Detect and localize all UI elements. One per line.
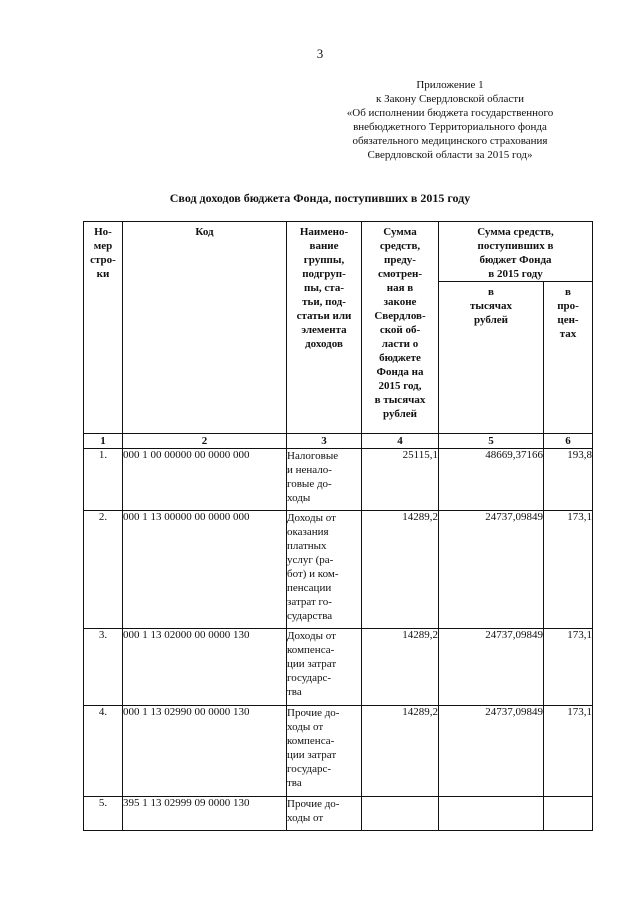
table-row: [84, 706, 593, 797]
row-number: 3.: [84, 629, 123, 706]
row-received: 24737,09849: [439, 706, 544, 797]
appendix-line: «Об исполнении бюджета государственного: [346, 107, 554, 119]
column-number: 5: [439, 434, 544, 449]
table-row: [84, 449, 593, 511]
appendix-line: к Закону Свердловской области: [376, 93, 524, 105]
row-number: 1.: [84, 449, 123, 511]
table-row: [84, 511, 593, 629]
header-received-group: Сумма средств, поступивших в бюджет Фонда в 2015 году: [439, 222, 593, 282]
row-code: 000 1 13 00000 00 0000 000: [123, 511, 287, 629]
row-planned: [362, 797, 439, 831]
row-percent: 173,1: [544, 706, 593, 797]
appendix-line: Приложение 1: [416, 79, 484, 91]
appendix-line: обязательного медицинского страхования: [352, 135, 548, 147]
row-planned: 14289,2: [362, 511, 439, 629]
appendix-line: внебюджетного Территориального фонда: [353, 121, 547, 133]
table-header-row: [84, 222, 593, 282]
table-row: [84, 629, 593, 706]
row-percent: 173,1: [544, 629, 593, 706]
header-planned: Сумма средств, преду- смотрен- ная в законе Свердлов- ской об- ласти о бюджете Фонда на 2015 год, в тысячах рублей: [362, 222, 439, 434]
column-number: 2: [123, 434, 287, 449]
row-number: 2.: [84, 511, 123, 629]
row-planned: 14289,2: [362, 629, 439, 706]
page-number: 3: [316, 46, 324, 61]
header-code: Код: [123, 222, 287, 434]
document-title: Свод доходов бюджета Фонда, поступивших в 2015 году: [169, 191, 471, 205]
header-row-number: Но- мер стро- ки: [84, 222, 123, 434]
column-number: 1: [84, 434, 123, 449]
header-received-percent: в про- цен- тах: [544, 282, 593, 434]
row-name: Доходы от компенса- ции затрат государс- тва: [287, 629, 362, 706]
header-received-thousands: в тысячах рублей: [439, 282, 544, 434]
row-code: 000 1 13 02990 00 0000 130: [123, 706, 287, 797]
row-planned: 14289,2: [362, 706, 439, 797]
row-name: Прочие до- ходы от: [287, 797, 362, 831]
row-number: 5.: [84, 797, 123, 831]
column-number-row: [84, 434, 593, 449]
column-number: 6: [544, 434, 593, 449]
row-code: 000 1 00 00000 00 0000 000: [123, 449, 287, 511]
row-code: 000 1 13 02000 00 0000 130: [123, 629, 287, 706]
row-received: [439, 797, 544, 831]
row-code: 395 1 13 02999 09 0000 130: [123, 797, 287, 831]
row-planned: 25115,1: [362, 449, 439, 511]
table-row: [84, 797, 593, 831]
row-received: 48669,37166: [439, 449, 544, 511]
row-received: 24737,09849: [439, 629, 544, 706]
column-number: 3: [287, 434, 362, 449]
row-name: Прочие до- ходы от компенса- ции затрат государс- тва: [287, 706, 362, 797]
row-percent: [544, 797, 593, 831]
income-table: [83, 221, 593, 831]
row-percent: 193,8: [544, 449, 593, 511]
row-number: 4.: [84, 706, 123, 797]
column-number: 4: [362, 434, 439, 449]
row-received: 24737,09849: [439, 511, 544, 629]
row-percent: 173,1: [544, 511, 593, 629]
header-name: Наимено- вание группы, подгруп- пы, ста- тьи, под- статьи или элемента доходов: [287, 222, 362, 434]
appendix-caption: [305, 78, 595, 162]
appendix-line: Свердловской области за 2015 год»: [367, 149, 533, 161]
row-name: Доходы от оказания платных услуг (ра- бот) и ком- пенсации затрат го- сударства: [287, 511, 362, 629]
row-name: Налоговые и ненало- говые до- ходы: [287, 449, 362, 511]
